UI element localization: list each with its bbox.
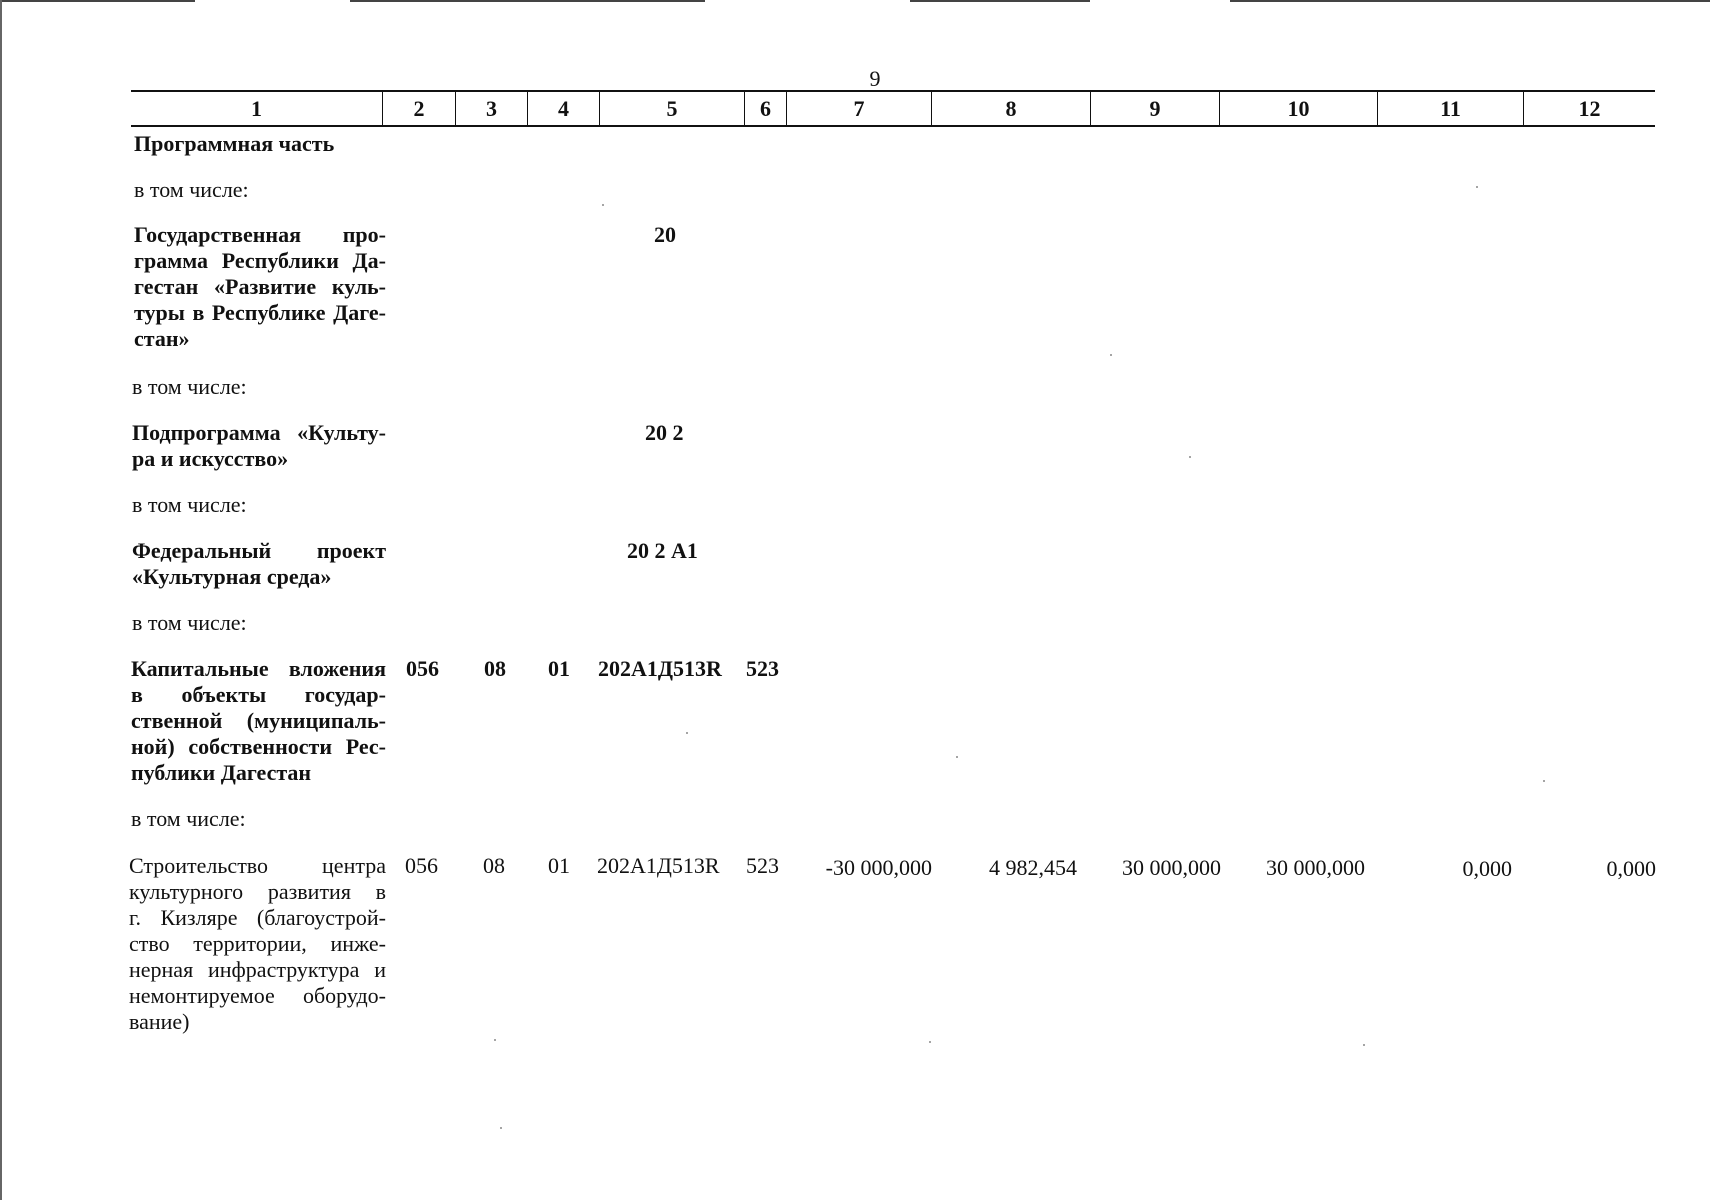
scan-speck [929, 1041, 931, 1043]
header-col-9: 9 [1091, 92, 1220, 125]
cap-invest-col3: 08 [484, 656, 506, 681]
scan-speck [1543, 780, 1545, 782]
cap-invest-col5: 202А1Д513R [598, 656, 722, 681]
scan-edge-left [0, 0, 2, 1200]
construction-col6: 523 [746, 853, 779, 878]
subprogram-code: 20 2 [645, 420, 684, 445]
construction-col11: 0,000 [1462, 856, 1512, 881]
cap-invest-name: Капитальные вложения в объекты государ- ственной (муниципаль- ной) собственности Рес- публики Дагестан [131, 656, 386, 785]
header-col-7: 7 [787, 92, 932, 125]
gos-program-name: Государственная про- грамма Республики Да- гестан «Развитие куль- туры в Республике Даге- стан» [134, 222, 386, 351]
page-number: 9 [869, 66, 881, 91]
construction-col3: 08 [483, 853, 505, 878]
construction-col4: 01 [548, 853, 570, 878]
incl-label: в том числе: [131, 806, 246, 831]
cap-invest-col6: 523 [746, 656, 779, 681]
program-part-label: Программная часть [134, 131, 335, 156]
construction-col5: 202А1Д513R [597, 853, 720, 878]
gos-program-code: 20 [654, 222, 676, 247]
scan-speck [1476, 186, 1478, 188]
construction-col8: 4 982,454 [989, 855, 1077, 880]
scan-speck [686, 732, 688, 734]
construction-col9: 30 000,000 [1122, 855, 1221, 880]
scan-speck [500, 1127, 502, 1129]
construction-name: Строительство центра культурного развития в г. Кизляре (благоустрой- ство территории, инже- нерная инфраструктура и немонтируемое оборудо- вание) [129, 853, 386, 1034]
incl-label: в том числе: [132, 610, 247, 635]
scan-speck [1363, 1044, 1365, 1046]
fed-project-name: Федеральный проект «Культурная среда» [132, 538, 386, 589]
cap-invest-col4: 01 [548, 656, 570, 681]
header-col-1: 1 [131, 92, 383, 125]
scan-edge [0, 0, 195, 2]
scan-edge [910, 0, 1090, 2]
table-header [131, 90, 1655, 127]
construction-col10: 30 000,000 [1266, 855, 1365, 880]
construction-col7: -30 000,000 [825, 855, 932, 880]
header-col-5: 5 [600, 92, 745, 125]
incl-label: в том числе: [132, 374, 247, 399]
scan-edge [1230, 0, 1710, 2]
header-col-6: 6 [745, 92, 787, 125]
header-col-11: 11 [1378, 92, 1524, 125]
construction-col2: 056 [405, 853, 438, 878]
header-col-8: 8 [932, 92, 1091, 125]
scan-speck [602, 204, 604, 206]
subprogram-name: Подпрограмма «Культу- ра и искусство» [132, 420, 386, 471]
scan-edge [350, 0, 705, 2]
header-col-2: 2 [383, 92, 456, 125]
incl-label: в том числе: [134, 177, 249, 202]
fed-project-code: 20 2 А1 [627, 538, 698, 563]
scan-speck [494, 1039, 496, 1041]
construction-col12: 0,000 [1606, 856, 1656, 881]
header-col-4: 4 [528, 92, 600, 125]
header-col-12: 12 [1578, 96, 1601, 121]
incl-label: в том числе: [132, 492, 247, 517]
header-col-10: 10 [1220, 92, 1378, 125]
scan-speck [1189, 456, 1191, 458]
scan-speck [1110, 354, 1112, 356]
header-col-3: 3 [456, 92, 528, 125]
cap-invest-col2: 056 [406, 656, 439, 681]
scan-speck [956, 756, 958, 758]
